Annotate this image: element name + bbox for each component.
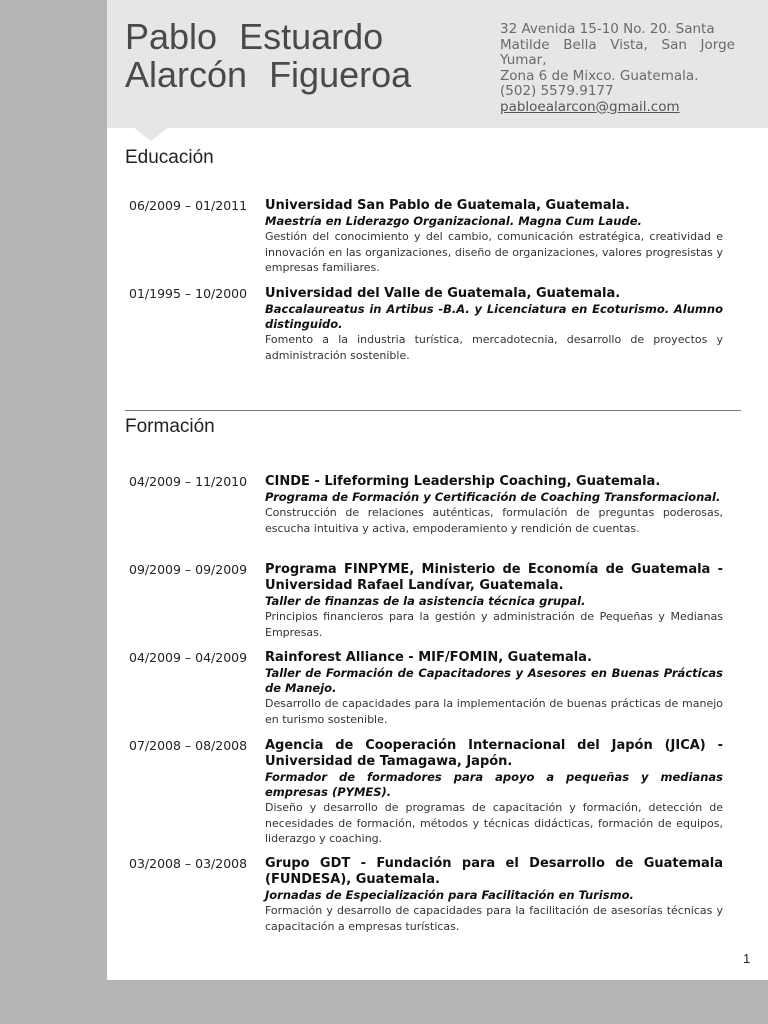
email-link[interactable]: pabloealarcon@gmail.com xyxy=(500,98,680,115)
entry-subtitle: Maestría en Liderazgo Organizacional. Magna Cum Laude. xyxy=(265,214,642,228)
entry-content xyxy=(265,650,723,727)
entry-date: 01/1995 – 10/2000 xyxy=(129,286,248,301)
section-divider xyxy=(125,410,741,411)
section-title-formacion: Formación xyxy=(125,416,215,437)
entry-description: Formación y desarrollo de capacidades para la facilitación de asesorías técnicas y capacitación a empresas turísticas. xyxy=(265,904,723,933)
header-notch xyxy=(133,127,169,141)
entry-description: Fomento a la industria turística, mercadotecnia, desarrollo de proyectos y administración sostenible. xyxy=(265,333,723,362)
entry-title: Universidad San Pablo de Guatemala, Guatemala. xyxy=(265,198,630,213)
entry-description: Principios financieros para la gestión y administración de Pequeñas y Medianas Empresas. xyxy=(265,610,723,639)
entry-description: Diseño y desarrollo de programas de capacitación y formación, detección de necesidades de formación, métodos y técnicas didácticas, formación de equipos, liderazgo y coaching. xyxy=(265,801,723,845)
phone-number: (502) 5579.9177 xyxy=(500,83,614,99)
entry-date: 04/2009 – 04/2009 xyxy=(129,650,248,665)
entry-title: Grupo GDT - Fundación para el Desarrollo de Guatemala (FUNDESA), Guatemala. xyxy=(265,856,723,887)
entry-subtitle: Formador de formadores para apoyo a pequeñas y medianas empresas (PYMES). xyxy=(265,770,723,799)
page-number: 1 xyxy=(743,951,751,966)
cv-page xyxy=(107,0,768,980)
entry-content xyxy=(265,286,723,363)
entry-title: CINDE - Lifeforming Leadership Coaching, Guatemala. xyxy=(265,474,661,489)
entry-content xyxy=(265,562,723,640)
entry-description: Gestión del conocimiento y del cambio, comunicación estratégica, creatividad e innovación en las organizaciones, diseño de organizaciones, valores progresistas y empresas familiares. xyxy=(265,230,723,274)
name-line-2: Alarcón Figueroa xyxy=(125,54,412,95)
entry-subtitle: Jornadas de Especialización para Facilitación en Turismo. xyxy=(265,888,634,902)
address-line-1: 32 Avenida 15-10 No. 20. Santa xyxy=(500,21,715,37)
candidate-name xyxy=(125,18,455,94)
name-line-1: Pablo Estuardo xyxy=(125,16,384,57)
address-line-3: Zona 6 de Mixco. Guatemala. xyxy=(500,67,699,84)
entry-title: Rainforest Alliance - MIF/FOMIN, Guatemala. xyxy=(265,650,592,665)
entry-content xyxy=(265,198,723,276)
entry-title: Universidad del Valle de Guatemala, Guatemala. xyxy=(265,286,621,301)
section-title-educacion: Educación xyxy=(125,147,214,168)
entry-description: Construcción de relaciones auténticas, formulación de preguntas poderosas, escucha intuitiva y activa, empoderamiento y rendición de cuentas. xyxy=(265,506,723,535)
entry-date: 09/2009 – 09/2009 xyxy=(129,562,248,577)
entry-date: 04/2009 – 11/2010 xyxy=(129,474,248,489)
entry-subtitle: Taller de Formación de Capacitadores y Asesores en Buenas Prácticas de Manejo. xyxy=(265,666,723,695)
entry-subtitle: Baccalaureatus in Artibus -B.A. y Licenciatura en Ecoturismo. Alumno distinguido. xyxy=(265,302,723,331)
entry-content xyxy=(265,738,723,847)
entry-date: 06/2009 – 01/2011 xyxy=(129,198,248,213)
entry-date: 03/2008 – 03/2008 xyxy=(129,856,248,871)
entry-subtitle: Taller de finanzas de la asistencia técnica grupal. xyxy=(265,594,586,608)
address-line-2: Matilde Bella Vista, San Jorge Yumar, xyxy=(500,36,735,68)
entry-subtitle: Programa de Formación y Certificación de Coaching Transformacional. xyxy=(265,490,721,504)
entry-content xyxy=(265,856,723,934)
contact-info xyxy=(500,22,735,115)
entry-description: Desarrollo de capacidades para la implementación de buenas prácticas de manejo en turismo sostenible. xyxy=(265,697,723,726)
entry-title: Programa FINPYME, Ministerio de Economía de Guatemala - Universidad Rafael Landívar, Guatemala. xyxy=(265,562,723,593)
entry-content xyxy=(265,474,723,536)
entry-title: Agencia de Cooperación Internacional del Japón (JICA) - Universidad de Tamagawa, Japón. xyxy=(265,738,723,769)
entry-date: 07/2008 – 08/2008 xyxy=(129,738,248,753)
header-band xyxy=(107,0,768,128)
